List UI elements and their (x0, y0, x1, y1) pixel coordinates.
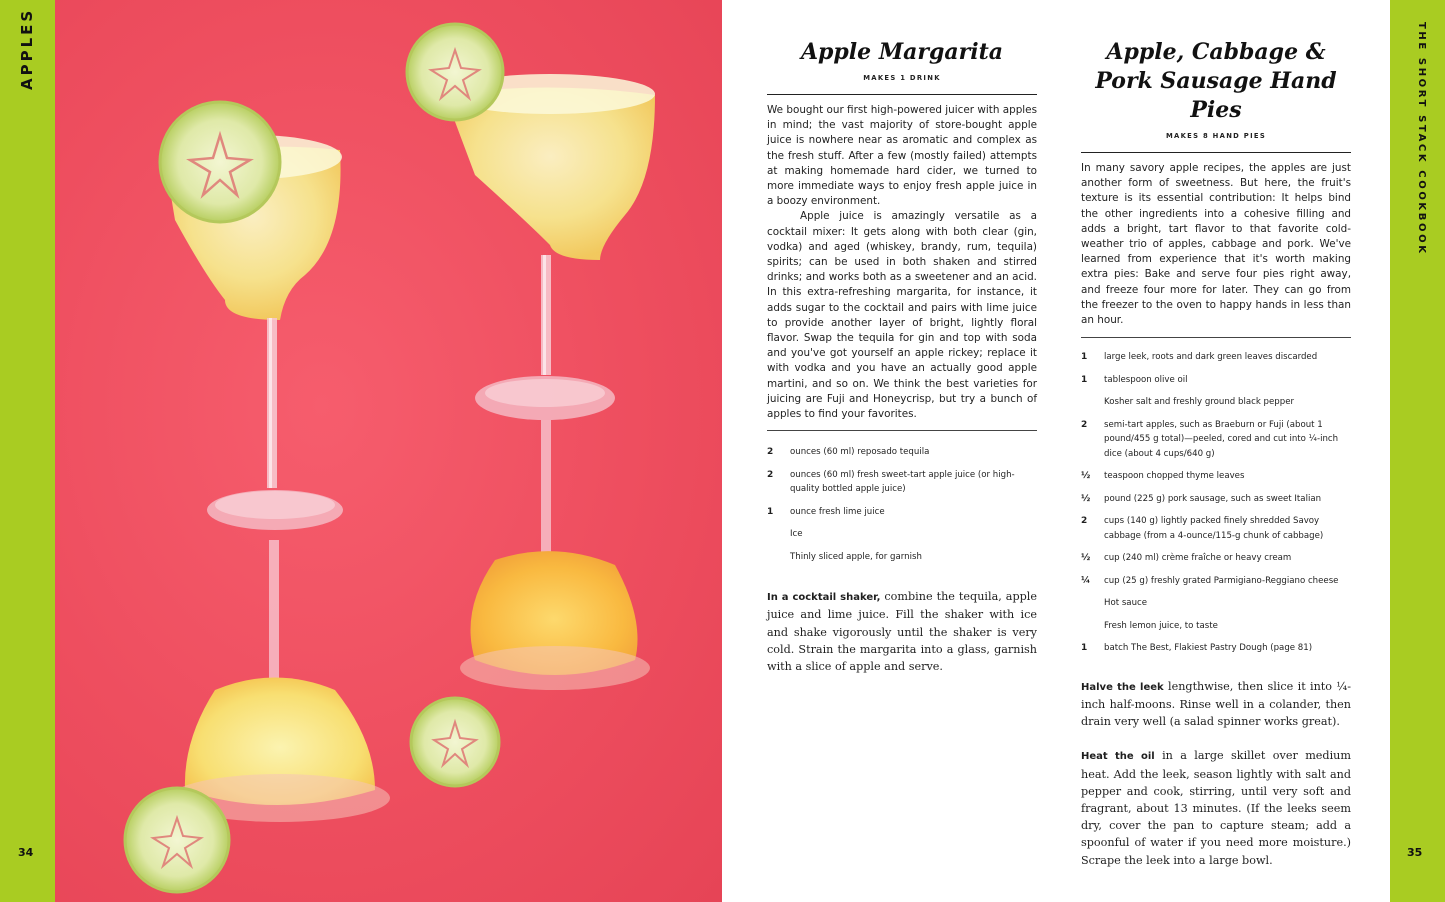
ingredient-text: Hot sauce (1104, 598, 1148, 609)
recipe-title (1081, 38, 1351, 125)
recipe-yield: MAKES 1 DRINK (863, 74, 941, 82)
method-step-lead: Heat the oil (1081, 751, 1155, 763)
method-step (1081, 678, 1351, 731)
ingredient-qty: ¼ (1081, 575, 1091, 586)
recipe-title: Apple Margarita (800, 39, 1004, 65)
ingredient-text: pound (225 g) pork sausage, such as sweet Italian (1104, 493, 1322, 504)
reflection-right (460, 420, 650, 690)
recipe-title-line: Apple, Cabbage & (1106, 39, 1326, 65)
ingredient-item (1081, 514, 1351, 543)
intro-paragraph: Apple juice is amazingly versatile as a cocktail mixer: It gets along with both clear (gin, vodka) and aged (whiskey, brandy, rum, tequila) spirits; can be used in both shaken and stirred drinks; and works both as a sweetener and an acid. In this extra-refreshing margarita, for instance, it adds sugar to the cocktail and pairs with lime juice to provide another layer of bright, lightly floral flavor. Swap the tequila for gin and top with soda and you've got yourself an apple rickey; replace it with vodka and you have an actually good apple martini, and so on. We think the best varieties for juicing are Fuji and Honeycrisp, but try a bunch of apples to find your favorites. (767, 210, 1037, 421)
ingredient-item (767, 550, 1037, 565)
ingredient-qty: 1 (1081, 374, 1088, 385)
ingredient-qty: ½ (1081, 553, 1091, 564)
ingredient-qty (767, 527, 790, 542)
ingredient-list (1081, 350, 1351, 656)
recipe-intro (767, 103, 1037, 422)
divider (767, 430, 1037, 431)
ingredient-item (1081, 418, 1351, 462)
ingredient-text: tablespoon olive oil (1104, 374, 1188, 385)
ingredient-item (1081, 574, 1351, 589)
right-book-tab (1390, 0, 1445, 902)
divider (1081, 337, 1351, 338)
ingredient-qty (1081, 395, 1104, 410)
divider (767, 94, 1037, 95)
method-step-lead: Halve the leek (1081, 681, 1164, 693)
ingredient-item (1081, 551, 1351, 566)
ingredient-text: teaspoon chopped thyme leaves (1104, 471, 1245, 482)
chapter-label: APPLES (18, 7, 36, 90)
ingredient-item (1081, 596, 1351, 611)
ingredient-qty: 2 (767, 447, 774, 458)
ingredient-list (767, 445, 1037, 564)
intro-paragraph: In many savory apple recipes, the apples are just another form of sweetness. But here, the fruit's texture is its essential contribution: It helps bind the other ingredients into a cohesive filling and adds a bright, tart flavor to that favorite cold-weather trio of apples, cabbage and pork. We've learned from experience that it's worth making extra pies: Bake and serve four pies right away, and freeze four more for later. They can go from the freezer to the oven to happy hands in less than an hour. (1081, 162, 1351, 327)
method-step-text: combine the tequila, apple juice and lime juice. Fill the shaker with ice and shake vigorously until the shaker is very cold. Strain the margarita into a glass, garnish with a slice of apple and serve. (767, 590, 1037, 674)
ingredient-qty: 1 (1081, 352, 1088, 363)
method-step-text: in a large skillet over medium heat. Add the leek, season lightly with salt and pepper and cook, stirring, until very soft and fragrant, about 13 minutes. (If the leeks seem dry, cover the pan to capture steam; add a spoonful of water if you need more moisture.) Scrape the leek into a large bowl. (1081, 749, 1351, 867)
method-step-lead: In a cocktail shaker, (767, 592, 881, 604)
recipe-intro (1081, 161, 1351, 328)
right-page-number: 35 (1407, 846, 1423, 859)
ingredient-item (1081, 641, 1351, 656)
ingredient-item (1081, 395, 1351, 410)
recipe-title-line: Pork Sausage Hand Pies (1095, 68, 1337, 123)
ingredient-item (1081, 619, 1351, 634)
ingredient-item (767, 505, 1037, 520)
ingredient-text: large leek, roots and dark green leaves discarded (1104, 352, 1318, 363)
ingredient-item (1081, 469, 1351, 484)
ingredient-item (1081, 350, 1351, 365)
ingredient-text: ounce fresh lime juice (790, 506, 885, 517)
ingredient-qty (767, 550, 790, 565)
ingredient-qty (1081, 619, 1104, 634)
intro-paragraph: We bought our first high-powered juicer with apples in mind; the vast majority of store-bought apple juice is nowhere near as aromatic and complex as the fresh stuff. After a few (mostly failed) attempts at making homemade hard cider, we turned to more immediate ways to enjoy fresh apple juice in a boozy environment. (767, 104, 1037, 208)
ingredient-qty: 1 (767, 506, 774, 517)
ingredient-qty: 2 (1081, 419, 1088, 430)
ingredient-text: semi-tart apples, such as Braeburn or Fuji (about 1 pound/455 g total)—peeled, cored and cut into ¼-inch dice (about 4 cups/640 g) (1104, 419, 1339, 459)
recipe-yield: MAKES 8 HAND PIES (1165, 132, 1267, 140)
reflection-left (170, 540, 390, 822)
ingredient-qty (1081, 596, 1104, 611)
left-page-number: 34 (18, 846, 34, 859)
ingredient-qty: ½ (1081, 493, 1091, 504)
ingredient-qty: 2 (767, 469, 774, 480)
ingredient-text: cup (240 ml) crème fraîche or heavy cream (1104, 553, 1292, 564)
ingredient-text: Thinly sliced apple, for garnish (790, 551, 922, 562)
ingredient-item (1081, 492, 1351, 507)
recipe-method (1081, 678, 1351, 869)
ingredient-item (1081, 373, 1351, 388)
ingredient-text: Kosher salt and freshly ground black pepper (1104, 397, 1295, 408)
recipe-method (767, 588, 1037, 675)
ingredient-qty: ½ (1081, 471, 1091, 482)
method-step-text: lengthwise, then slice it into ¼-inch half-moons. Rinse well in a colander, then drain very well (a salad spinner works great). (1081, 679, 1351, 729)
book-title-label: THE SHORT STACK COOKBOOK (1416, 22, 1427, 256)
method-step (767, 588, 1037, 675)
recipe-hand-pies (1081, 30, 1351, 869)
recipe-apple-margarita (767, 30, 1037, 675)
ingredient-text: ounces (60 ml) fresh sweet-tart apple juice (or high-quality bottled apple juice) (790, 469, 1015, 495)
ingredient-text: ounces (60 ml) reposado tequila (790, 447, 930, 458)
ingredient-qty: 2 (1081, 516, 1088, 527)
method-step (1081, 747, 1351, 868)
apple-slice-reflection-right (411, 698, 499, 786)
apple-slice-top-right (407, 24, 503, 120)
cocktail-photo (55, 0, 722, 902)
apple-slice-reflection-left (125, 788, 229, 892)
left-chapter-tab (0, 0, 55, 902)
ingredient-text: Ice (790, 529, 803, 540)
ingredient-qty: 1 (1081, 643, 1088, 654)
margarita-glasses-illustration (55, 0, 722, 902)
apple-slice-top-left (160, 102, 280, 222)
ingredient-item (767, 468, 1037, 497)
ingredient-text: cups (140 g) lightly packed finely shredded Savoy cabbage (from a 4-ounce/115-g chunk of cabbage) (1104, 516, 1324, 541)
divider (1081, 152, 1351, 153)
ingredient-text: cup (25 g) freshly grated Parmigiano-Reggiano cheese (1104, 575, 1339, 586)
ingredient-item (767, 527, 1037, 542)
ingredient-text: batch The Best, Flakiest Pastry Dough (page 81) (1104, 643, 1313, 654)
glass-right (445, 74, 655, 420)
ingredient-item (767, 445, 1037, 460)
ingredient-text: Fresh lemon juice, to taste (1104, 620, 1218, 631)
